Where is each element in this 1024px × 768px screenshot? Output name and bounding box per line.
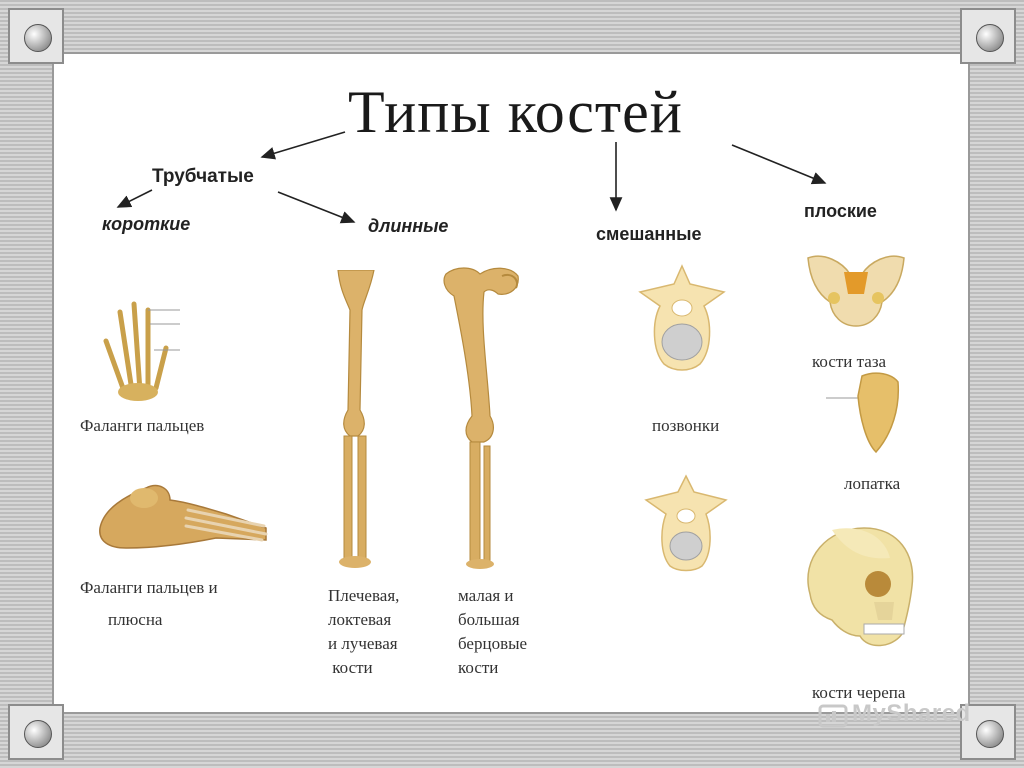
hand-bones-illustration <box>96 296 186 402</box>
label-arm-bones-4: кости <box>328 658 373 677</box>
page-title: Типы костей <box>348 79 683 145</box>
category-mixed: смешанные <box>596 224 702 244</box>
label-finger-phalanges: Фаланги пальцев <box>80 416 205 435</box>
label-skull: кости черепа <box>812 683 906 702</box>
arm-bones-illustration <box>330 270 390 570</box>
label-leg-bones-2: большая <box>458 610 520 629</box>
vertebra-bottom-illustration <box>640 474 732 574</box>
corner-plate-top-right <box>960 8 1016 64</box>
bolt-icon <box>24 720 52 748</box>
label-toe-phalanges-1: Фаланги пальцев и <box>80 578 218 597</box>
label-leg-bones-3: берцовые <box>458 634 528 653</box>
category-tubular: Трубчатые <box>152 166 254 187</box>
corner-plate-top-left <box>8 8 64 64</box>
bolt-icon <box>976 24 1004 52</box>
category-flat: плоские <box>804 201 877 221</box>
foot-bones-illustration <box>96 478 276 552</box>
skull-illustration <box>798 524 922 652</box>
bolt-icon <box>24 24 52 52</box>
label-pelvis: кости таза <box>812 352 887 371</box>
watermark: MyShared <box>852 700 971 727</box>
category-long: длинные <box>368 216 449 236</box>
label-scapula: лопатка <box>844 474 901 493</box>
corner-plate-bottom-left <box>8 704 64 760</box>
bolt-icon <box>976 720 1004 748</box>
label-vertebrae: позвонки <box>652 416 720 435</box>
label-leg-bones-1: малая и <box>458 586 514 605</box>
category-short: короткие <box>102 214 191 234</box>
label-arm-bones-2: локтевая <box>328 610 392 629</box>
vertebra-top-illustration <box>634 262 730 374</box>
label-toe-phalanges-2: плюсна <box>108 610 163 629</box>
label-arm-bones-3: и лучевая <box>328 634 398 653</box>
leg-bones-illustration <box>436 266 526 570</box>
scapula-illustration <box>826 368 904 454</box>
myshared-logo-icon <box>818 702 848 732</box>
label-leg-bones-4: кости <box>458 658 499 677</box>
pelvis-illustration <box>804 250 908 328</box>
label-arm-bones-1: Плечевая, <box>328 586 400 605</box>
